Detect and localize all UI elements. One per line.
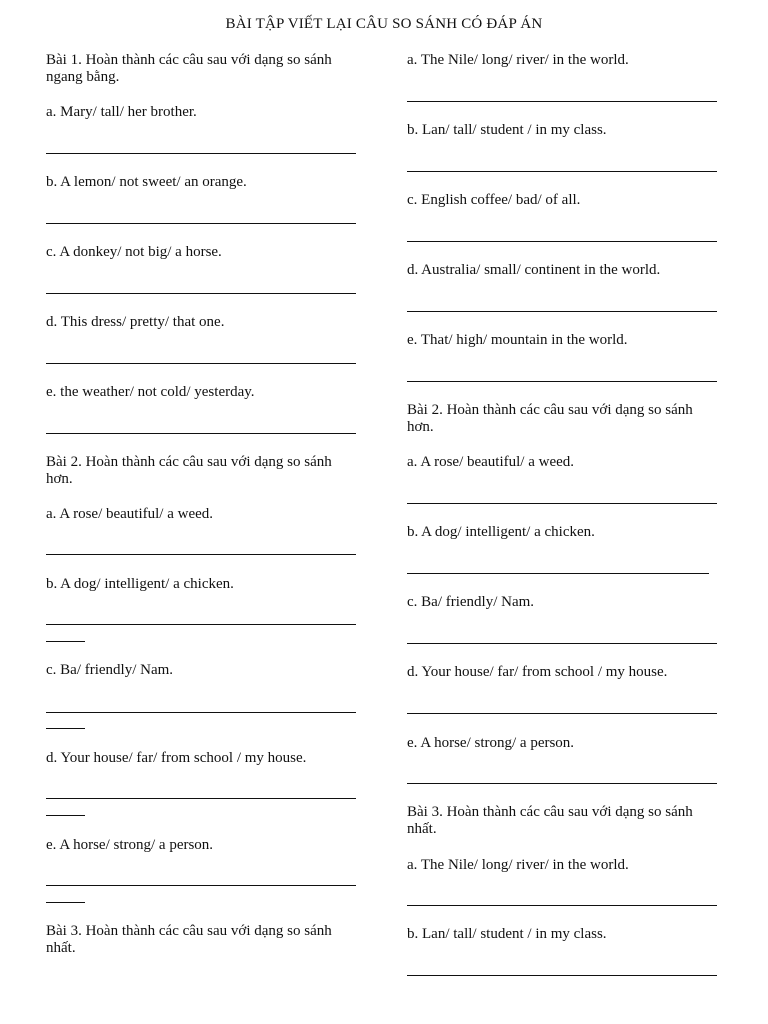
page-title: BÀI TẬP VIẾT LẠI CÂU SO SÁNH CÓ ĐÁP ÁN [225, 16, 543, 32]
exercise-2-item-b: b. A dog/ intelligent/ a chicken. [407, 524, 595, 540]
answer-line [407, 381, 717, 382]
exercise-1-item-a: a. Mary/ tall/ her brother. [46, 104, 197, 120]
exercise-3-item-b: b. Lan/ tall/ student / in my class. [407, 122, 607, 138]
answer-line-continuation [46, 728, 85, 729]
answer-line [46, 885, 356, 886]
answer-line [46, 153, 356, 154]
exercise-2-item-a: a. A rose/ beautiful/ a weed. [46, 506, 214, 522]
answer-line [46, 433, 356, 434]
answer-line [407, 783, 717, 784]
exercise-2-item-e: e. A horse/ strong/ a person. [407, 735, 575, 751]
answer-line [407, 171, 717, 172]
exercise-3-item-a: a. The Nile/ long/ river/ in the world. [407, 857, 629, 873]
exercise-1-item-c: c. A donkey/ not big/ a horse. [46, 244, 222, 260]
exercise-2-item-e: e. A horse/ strong/ a person. [46, 837, 214, 853]
exercise-3-item-e: e. That/ high/ mountain in the world. [407, 332, 628, 348]
answer-line [407, 101, 717, 102]
exercise-2-item-d: d. Your house/ far/ from school / my house. [407, 664, 668, 680]
exercise-2-item-b: b. A dog/ intelligent/ a chicken. [46, 576, 234, 592]
exercise-3-heading: Bài 3. Hoàn thành các câu sau với dạng so sánh nhất. [407, 804, 693, 837]
answer-line [46, 223, 356, 224]
answer-line [46, 363, 356, 364]
exercise-3-item-c: c. English coffee/ bad/ of all. [407, 192, 581, 208]
exercise-1-item-e: e. the weather/ not cold/ yesterday. [46, 384, 255, 400]
exercise-3-heading: Bài 3. Hoàn thành các câu sau với dạng so sánh nhất. [46, 923, 332, 956]
exercise-2-item-c: c. Ba/ friendly/ Nam. [407, 594, 535, 610]
answer-line [46, 798, 356, 799]
exercise-1-item-d: d. This dress/ pretty/ that one. [46, 314, 225, 330]
exercise-2-heading: Bài 2. Hoàn thành các câu sau với dạng so sánh hơn. [46, 454, 332, 487]
exercise-2-item-a: a. A rose/ beautiful/ a weed. [407, 454, 575, 470]
answer-line-continuation [46, 902, 85, 903]
answer-line [46, 293, 356, 294]
exercise-2-item-d: d. Your house/ far/ from school / my house. [46, 750, 307, 766]
answer-line-continuation [46, 815, 85, 816]
answer-line [407, 975, 717, 976]
answer-line [407, 503, 717, 504]
exercise-3-item-a: a. The Nile/ long/ river/ in the world. [407, 52, 629, 68]
exercise-2-item-c: c. Ba/ friendly/ Nam. [46, 662, 174, 678]
exercise-3-item-b: b. Lan/ tall/ student / in my class. [407, 926, 607, 942]
exercise-3-item-d: d. Australia/ small/ continent in the world. [407, 262, 661, 278]
answer-line [407, 311, 717, 312]
answer-line [407, 643, 717, 644]
answer-line [407, 573, 709, 574]
exercise-1-heading: Bài 1. Hoàn thành các câu sau với dạng so sánh ngang bằng. [46, 52, 332, 85]
exercise-2-heading: Bài 2. Hoàn thành các câu sau với dạng so sánh hơn. [407, 402, 693, 435]
answer-line [46, 712, 356, 713]
exercise-1-item-b: b. A lemon/ not sweet/ an orange. [46, 174, 247, 190]
answer-line [407, 241, 717, 242]
answer-line [407, 713, 717, 714]
answer-line [46, 624, 356, 625]
answer-line [46, 554, 356, 555]
answer-line [407, 905, 717, 906]
answer-line-continuation [46, 641, 85, 642]
